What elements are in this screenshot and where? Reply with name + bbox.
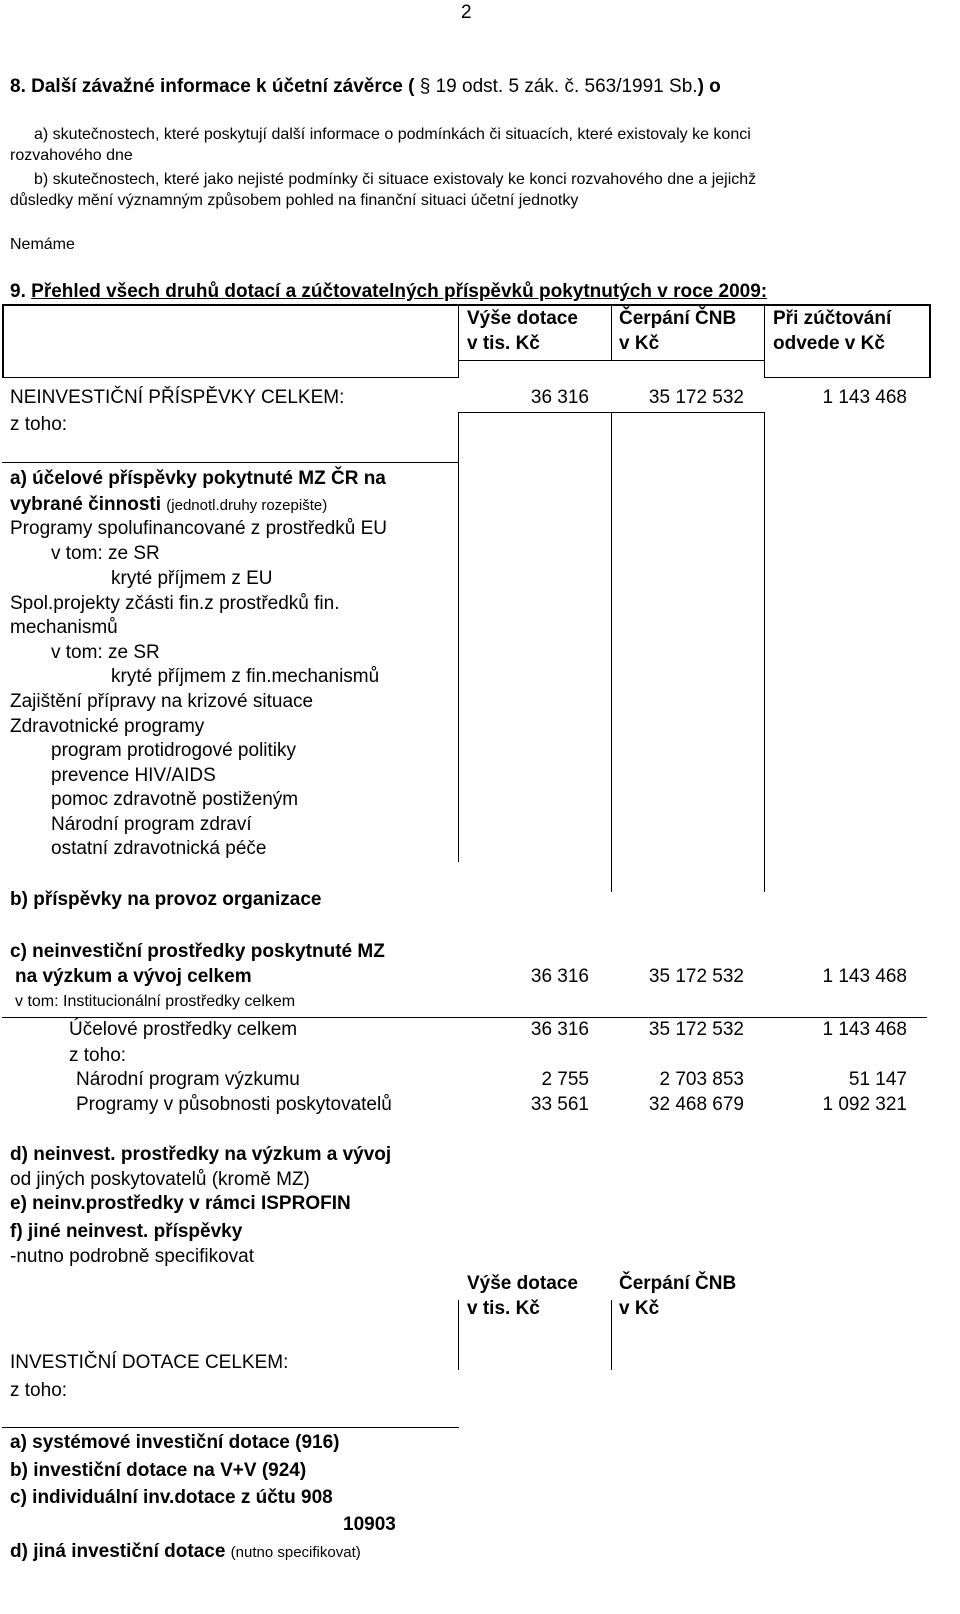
section8-b-line2: důsledky mění významným způsobem pohled na finanční situaci účetní jednotky [10,192,579,209]
b-label: b) příspěvky na provoz organizace [10,889,322,910]
c-v1: 36 316 [530,966,589,987]
table-left-border [2,304,4,378]
programy-v2: 32 468 679 [648,1094,744,1115]
invest-col2-divider [611,1300,612,1370]
header-col3-l1: Při zúčtování [773,308,892,329]
invest-header-col2-l2: v Kč [619,1298,660,1319]
z-toho-1: z toho: [10,414,68,435]
section9-number: 9. [10,281,26,302]
header-col3-l2: odvede v Kč [773,333,885,354]
col1-body-divider [458,412,459,862]
section8-answer: Nemáme [10,236,75,253]
neinvest-total-label: NEINVESTIČNÍ PŘÍSPĚVKY CELKEM: [10,387,345,408]
programy-label: Programy v působnosti poskytovatelů [76,1094,392,1115]
header-bottom-mid [458,360,764,361]
invest-header-col1-l1: Výše dotace [467,1273,578,1294]
a-item-4: mechanismů [10,617,118,638]
neinvest-total-v1: 36 316 [530,387,589,408]
invest-c: c) individuální inv.dotace z účtu 908 [10,1487,333,1508]
invest-col1-divider [458,1300,459,1370]
header-col1-l1: Výše dotace [467,308,578,329]
a-item-7: Zajištění přípravy na krizové situace [10,691,314,712]
header-col2-l2: v Kč [619,333,660,354]
section8-heading-law: § 19 odst. 5 zák. č. 563/1991 Sb. [419,76,698,97]
c-v2: 35 172 532 [648,966,744,987]
invest-header-col1-l2: v tis. Kč [467,1298,540,1319]
ucelove-v2: 35 172 532 [648,1019,744,1040]
programy-v1: 33 561 [530,1094,589,1115]
section9-heading [10,281,767,303]
ucelove-v3: 1 143 468 [822,1019,907,1040]
header-col3-divider [764,304,765,378]
section8-heading [10,76,721,98]
invest-a: a) systémové investiční dotace (916) [10,1432,340,1453]
body-top-line [458,412,765,413]
c-heading-l2: na výzkum a vývoj celkem [15,966,252,987]
narodni-v3: 51 147 [848,1069,907,1090]
header-col1-l2: v tis. Kč [467,333,540,354]
invest-d-note: (nutno specifikovat) [230,1544,361,1561]
c-v3: 1 143 468 [822,966,907,987]
neinvest-total-v3: 1 143 468 [822,387,907,408]
z-toho-3: z toho: [10,1380,68,1401]
a-item-1: v tom: ze SR [51,543,160,564]
header-col2-l1: Čerpání ČNB [619,308,737,329]
a-heading-l2-note: (jednotl.druhy rozepište) [166,497,328,514]
page-number: 2 [461,2,472,23]
ucelove-label: Účelové prostředky celkem [69,1019,298,1040]
col2-body-divider [611,412,612,892]
narodni-v2: 2 703 853 [659,1069,744,1090]
header-bottom-left [2,377,458,378]
invest-a-top-line [2,1427,459,1428]
header-bottom-right [764,377,931,378]
invest-header-col2-l1: Čerpání ČNB [619,1273,737,1294]
a-item-8: Zdravotnické programy [10,716,205,737]
narodni-label: Národní program výzkumu [76,1069,300,1090]
a-item-3: Spol.projekty zčásti fin.z prostředků fin. [10,593,340,614]
neinvest-total-v2: 35 172 532 [648,387,744,408]
invest-total-label: INVESTIČNÍ DOTACE CELKEM: [10,1352,289,1373]
invest-d: d) jiná investiční dotace [10,1541,226,1562]
header-col1-divider [458,304,459,378]
a-heading-l2: vybrané činnosti [10,494,161,515]
col3-body-divider [764,412,765,892]
inst-bottom-line [2,1017,927,1018]
f-heading-l1: f) jiné neinvest. příspěvky [10,1221,243,1242]
e-label: e) neinv.prostředky v rámci ISPROFIN [10,1193,351,1214]
ucelove-v1: 36 316 [530,1019,589,1040]
a-item-6: kryté příjmem z fin.mechanismů [111,666,380,687]
section9-title: Přehled všech druhů dotací a zúčtovatelných příspěvků pokytnutých v roce 2009: [31,281,768,302]
invest-b: b) investiční dotace na V+V (924) [10,1460,307,1481]
section8-a-line1: a) skutečnostech, které poskytují další informace o podmínkách či situacích, které existovaly ke konci [34,126,751,143]
c-heading-l1: c) neinvestiční prostředky poskytnuté MZ [10,941,385,962]
programy-v3: 1 092 321 [822,1094,907,1115]
section8-b-line1: b) skutečnostech, které jako nejisté podmínky či situace existovaly ke konci rozvahového dne a jejichž [34,171,757,188]
a-item-10: prevence HIV/AIDS [51,765,216,786]
table-right-border [929,304,931,378]
d-heading-l2: od jiných poskytovatelů (kromě MZ) [10,1169,310,1190]
a-heading-l2-wrap [10,494,327,516]
table-top-border [2,304,931,306]
narodni-v1: 2 755 [541,1069,589,1090]
section8-heading-bold: 8. Další závažné informace k účetní závěrce ( [10,76,415,97]
d-heading-l1: d) neinvest. prostředky na výzkum a vývoj [10,1144,392,1165]
a-top-line [2,462,459,463]
a-item-11: pomoc zdravotně postiženým [51,789,299,810]
c-institutional: v tom: Institucionální prostředky celkem [15,993,296,1010]
invest-d-wrap [10,1541,361,1563]
f-heading-l2: -nutno podrobně specifikovat [10,1246,254,1267]
a-item-0: Programy spolufinancované z prostředků EU [10,518,388,539]
a-heading-l1: a) účelové příspěvky pokytnuté MZ ČR na [10,468,386,489]
z-toho-2: z toho: [69,1045,127,1066]
a-item-5: v tom: ze SR [51,642,160,663]
a-item-12: Národní program zdraví [51,814,252,835]
a-item-2: kryté příjmem z EU [111,568,273,589]
section8-a-line2: rozvahového dne [10,147,133,164]
a-item-9: program protidrogové politiky [51,740,297,761]
header-col2-divider [611,304,612,360]
a-item-13: ostatní zdravotnická péče [51,838,267,859]
section8-heading-tail: ) o [697,76,721,97]
invest-c-account: 10903 [343,1514,396,1535]
